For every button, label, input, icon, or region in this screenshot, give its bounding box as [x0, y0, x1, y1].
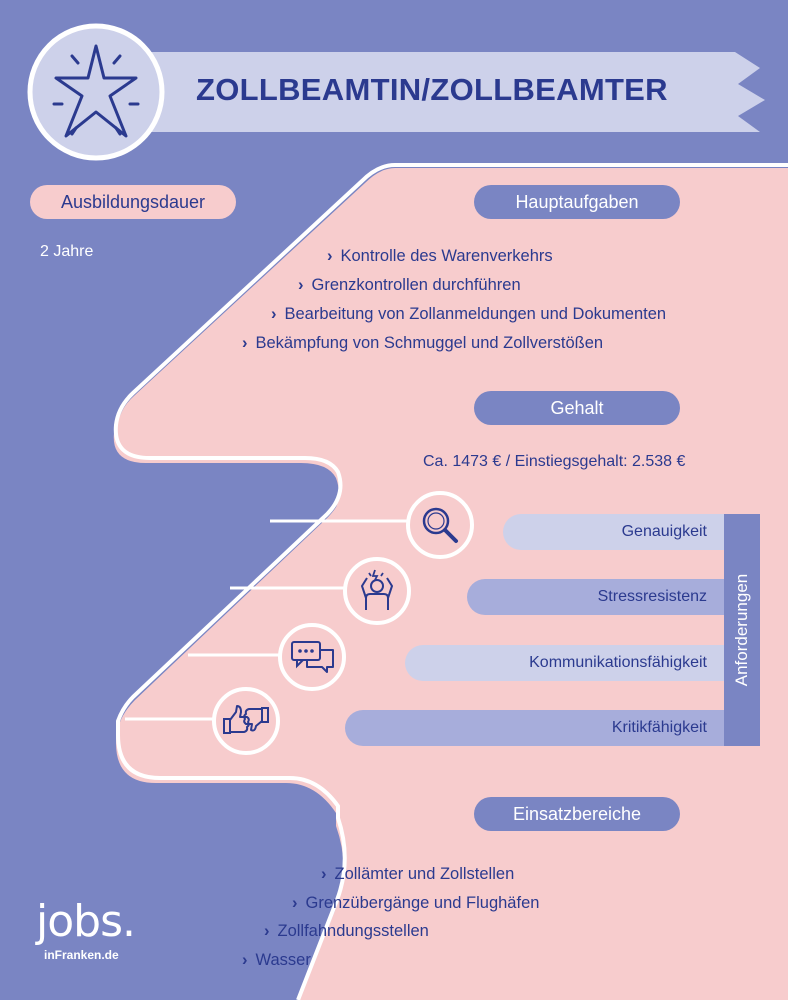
chevron-right-icon: › — [327, 247, 333, 265]
gehalt-label: Gehalt — [474, 391, 680, 425]
ausbildung-label: Ausbildungsdauer — [30, 185, 236, 219]
list-item: › Zollfahndungsstellen — [264, 922, 429, 940]
requirement-stressresistenz: Stressresistenz — [467, 579, 725, 615]
chevron-right-icon: › — [271, 305, 277, 323]
chat-bubbles-icon — [277, 622, 347, 692]
list-item: › Bekämpfung von Schmuggel und Zollverstößen — [242, 334, 604, 352]
chevron-right-icon: › — [242, 951, 248, 969]
gehalt-value: Ca. 1473 € / Einstiegsgehalt: 2.538 € — [423, 453, 686, 470]
chevron-right-icon: › — [242, 334, 248, 352]
hauptaufgaben-label: Hauptaufgaben — [474, 185, 680, 219]
list-item: › Grenzübergänge und Flughäfen — [292, 894, 540, 912]
requirement-genauigkeit: Genauigkeit — [503, 514, 725, 550]
requirement-kommunikation: Kommunikationsfähigkeit — [405, 645, 725, 681]
stressed-person-icon — [342, 556, 412, 626]
anforderungen-label: Anforderungen — [732, 573, 751, 687]
page-title: ZOLLBEAMTIN/ZOLLBEAMTER — [196, 72, 668, 107]
magnifier-icon — [405, 490, 475, 560]
thumbs-up-down-icon — [211, 686, 281, 756]
chevron-right-icon: › — [321, 865, 327, 883]
list-item: › Grenzkontrollen durchführen — [298, 276, 521, 294]
logo-subtext: inFranken.de — [44, 948, 119, 962]
chevron-right-icon: › — [264, 922, 270, 940]
einsatzbereiche-label: Einsatzbereiche — [474, 797, 680, 831]
chevron-right-icon: › — [292, 894, 298, 912]
list-item: › Wasser — [242, 951, 311, 969]
chevron-right-icon: › — [298, 276, 304, 294]
logo-jobs: jobs. — [36, 896, 135, 947]
list-item: › Kontrolle des Warenverkehrs — [327, 247, 553, 265]
requirement-kritikfaehigkeit: Kritikfähigkeit — [345, 710, 725, 746]
star-icon — [36, 32, 156, 152]
ausbildung-value: 2 Jahre — [40, 243, 94, 260]
list-item: › Bearbeitung von Zollanmeldungen und Dokumenten — [271, 305, 667, 323]
list-item: › Zollämter und Zollstellen — [321, 865, 515, 883]
